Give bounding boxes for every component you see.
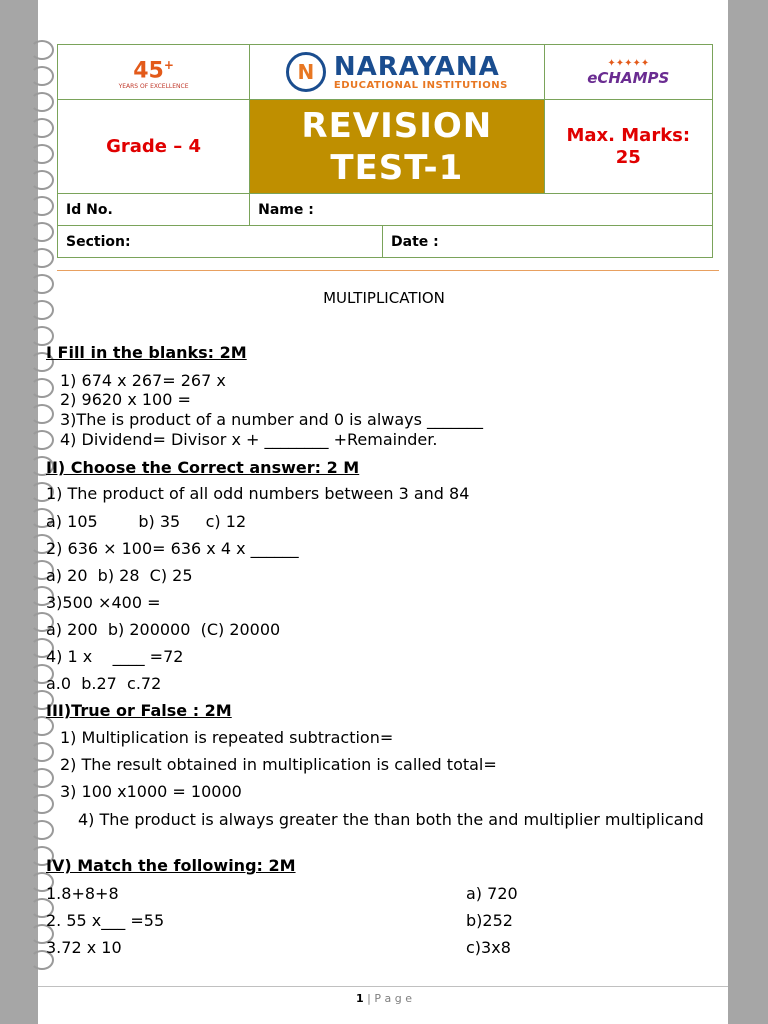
page-number: 1 [356, 992, 364, 1005]
narayana-logo: N NARAYANA EDUCATIONAL INSTITUTIONS [250, 45, 544, 100]
fill-item-3: 3)The is product of a number and 0 is always _______ [60, 410, 484, 429]
narayana-emblem-icon: N [286, 52, 326, 92]
section-4-heading: IV) Match the following: 2M [46, 856, 296, 875]
match-right-2: b)252 [466, 911, 513, 930]
spiral-binding [30, 40, 54, 980]
mcq-q3: 3)500 ×400 = [46, 593, 161, 612]
section-1-heading: I Fill in the blanks: 2M [46, 343, 247, 362]
match-left-1: 1.8+8+8 [46, 884, 119, 903]
name-field: Name : [250, 194, 713, 226]
grade-label: Grade – 4 [58, 100, 250, 194]
match-right-1: a) 720 [466, 884, 518, 903]
echamps-logo: ✦✦✦✦✦ eCHAMPS [544, 45, 712, 100]
fill-item-2: 2) 9620 x 100 = [60, 390, 191, 409]
mcq-q1-options: a) 105 b) 35 c) 12 [46, 512, 247, 531]
match-left-3: 3.72 x 10 [46, 938, 122, 957]
mcq-q3-options: a) 200 b) 200000 (C) 20000 [46, 620, 281, 639]
footer-divider [38, 986, 728, 987]
page-word: P a g e [374, 992, 412, 1005]
section-field: Section: [58, 226, 383, 258]
tf-item-4: 4) The product is always greater the than both the and multiplier multiplicand [78, 810, 704, 829]
tf-item-2: 2) The result obtained in multiplication is called total= [60, 755, 497, 774]
divider [57, 270, 719, 271]
stars-icon: ✦✦✦✦✦ [607, 57, 650, 69]
mcq-q4: 4) 1 x ____ =72 [46, 647, 184, 666]
tf-item-3: 3) 100 x1000 = 10000 [60, 782, 242, 801]
date-field: Date : [383, 226, 713, 258]
header-table [57, 44, 713, 226]
mcq-q2: 2) 636 × 100= 636 x 4 x ______ [46, 539, 299, 558]
page-footer: 1 | P a g e [356, 992, 412, 1005]
mcq-q1: 1) The product of all odd numbers between 3 and 84 [46, 484, 470, 503]
section-date-table [57, 225, 713, 258]
match-left-2: 2. 55 x___ =55 [46, 911, 165, 930]
mcq-q4-options: a.0 b.27 c.72 [46, 674, 162, 693]
mcq-q2-options: a) 20 b) 28 C) 25 [46, 566, 193, 585]
fill-item-4: 4) Dividend= Divisor x + ________ +Remainder. [60, 430, 438, 449]
tf-item-1: 1) Multiplication is repeated subtraction= [60, 728, 394, 747]
section-2-heading: II) Choose the Correct answer: 2 M [46, 458, 360, 477]
match-right-3: c)3x8 [466, 938, 511, 957]
id-field: Id No. [58, 194, 250, 226]
topic-title: MULTIPLICATION [323, 289, 445, 307]
logo-45-years: 45+ YEARS OF EXCELLENCE [58, 45, 250, 100]
fill-item-1: 1) 674 x 267= 267 x [60, 371, 226, 390]
test-title: REVISION TEST-1 [250, 100, 544, 194]
section-3-heading: III)True or False : 2M [46, 701, 232, 720]
max-marks: Max. Marks: 25 [544, 100, 712, 194]
